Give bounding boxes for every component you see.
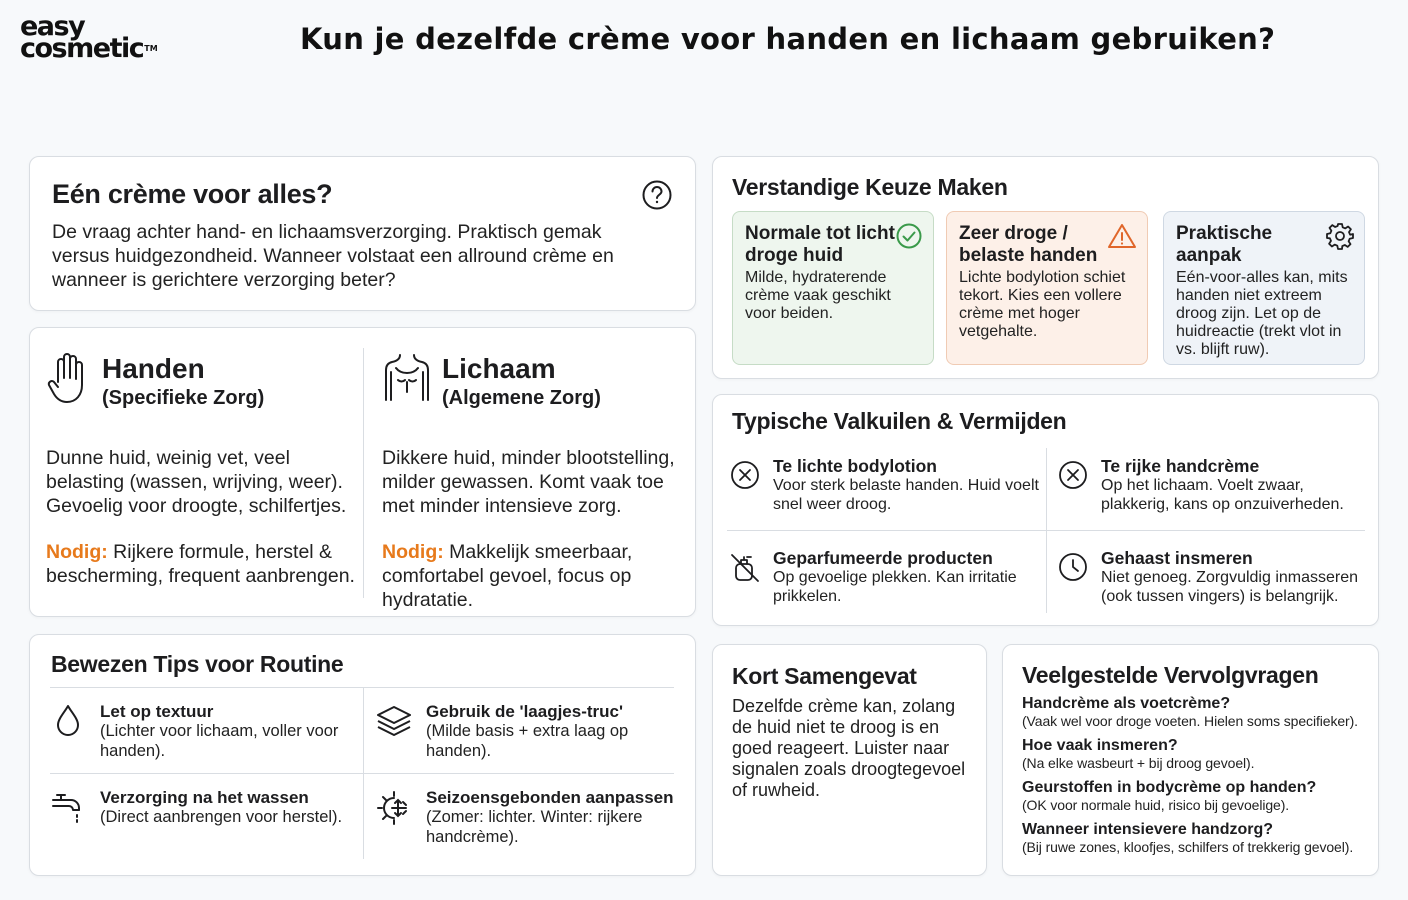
intro-heading: Eén crème voor alles? [52, 179, 333, 209]
tips-card [29, 634, 696, 876]
faq-question: Geurstoffen in bodycrème op handen? [1022, 779, 1317, 796]
valkuil-title: Geparfumeerde producten [773, 548, 993, 568]
faq-question: Wanneer intensievere handzorg? [1022, 821, 1274, 838]
valkuil-title: Gehaast insmeren [1101, 548, 1253, 568]
column-divider [363, 348, 364, 598]
valkuil-text: Niet genoeg. Zorgvuldig inmasseren (ook tussen vingers) is belangrijk. [1101, 569, 1359, 605]
hands-body-card [29, 327, 696, 617]
keuze-option-text: Milde, hydraterende crème vaak geschikt voor beiden. [745, 269, 891, 322]
hand-icon [46, 352, 92, 413]
layers-icon [376, 702, 412, 761]
tip-title: Verzorging na het wassen [100, 788, 309, 807]
tips-divider-top [50, 687, 674, 688]
tip-text: (Lichter voor lichaam, voller voor handen). [100, 722, 339, 760]
tip-text: (Milde basis + extra laag op handen). [426, 722, 629, 760]
valkuilen-heading: Typische Valkuilen & Vermijden [732, 408, 1067, 434]
valkuilen-divider-vertical [1046, 448, 1047, 613]
x-circle-icon [727, 456, 763, 514]
keuze-option-title: Zeer droge / belaste handen [959, 223, 1098, 266]
valkuil-text: Voor sterk belaste handen. Huid voelt snel weer droog. [773, 477, 1039, 513]
faq-answer: (OK voor normale huid, risico bij gevoelige). [1022, 797, 1290, 813]
tip-item [376, 788, 686, 847]
valkuil-text: Op gevoelige plekken. Kan irritatie prikkelen. [773, 569, 1017, 605]
keuze-option-text: Eén-voor-alles kan, mits handen niet extreem droog zijn. Let op de huidreactie (trekt vlot in vs. blijft ruw). [1176, 269, 1348, 358]
hands-subtitle: (Specifieke Zorg) [102, 387, 265, 409]
intro-card [29, 156, 696, 311]
faq-item [1022, 778, 1359, 814]
faq-question: Hoe vaak insmeren? [1022, 737, 1178, 754]
keuze-card [712, 156, 1379, 379]
keuze-option-title: Normale tot licht droge huid [745, 223, 895, 266]
body-need-text: Makkelijk smeerbaar, comfortabel gevoel, focus op hydratatie. [382, 541, 633, 611]
valkuil-title: Te lichte bodylotion [773, 456, 937, 476]
tip-item [376, 702, 681, 761]
gear-icon [1326, 222, 1354, 255]
keuze-option-title: Praktische aanpak [1176, 223, 1273, 266]
x-circle-icon [1055, 456, 1091, 514]
faucet-icon [50, 788, 86, 828]
no-perfume-icon [727, 548, 763, 606]
brand-tm: TM [144, 44, 158, 53]
droplet-icon [50, 702, 86, 761]
summary-card [712, 644, 987, 876]
faq-answer: (Vaak wel voor droge voeten. Hielen soms specifieker). [1022, 713, 1358, 729]
tips-heading: Bewezen Tips voor Routine [51, 651, 344, 677]
valkuil-title: Te rijke handcrème [1101, 456, 1260, 476]
hands-need [46, 540, 362, 588]
body-subtitle: (Algemene Zorg) [442, 387, 601, 409]
check-circle-icon [895, 222, 923, 255]
valkuil-item [727, 548, 1039, 606]
tips-divider-vertical [363, 687, 364, 859]
warning-icon [1107, 222, 1137, 255]
body-need-label: Nodig: [382, 541, 444, 563]
intro-text: De vraag achter hand- en lichaamsverzorging. Praktisch gemak versus huidgezondheid. Wanneer volstaat een allround crème en wanneer is gerichtere verzorging beter? [52, 221, 614, 291]
body-column [382, 352, 682, 612]
tip-title: Let op textuur [100, 702, 214, 721]
summary-text: Dezelfde crème kan, zolang de huid niet te droog is en goed reageert. Luister naar signalen zoals droogtegevoel of ruwheid. [732, 696, 966, 800]
tips-divider-mid [50, 773, 674, 774]
tip-title: Gebruik de 'laagjes-truc' [426, 702, 624, 721]
keuze-option-text: Lichte bodylotion schiet tekort. Kies een vollere crème met hoger vetgehalte. [959, 269, 1126, 340]
faq-answer: (Bij ruwe zones, kloofjes, schilfers of trekkerig gevoel). [1022, 839, 1354, 855]
valkuil-item [1055, 548, 1367, 606]
clock-icon [1055, 548, 1091, 606]
torso-icon [382, 352, 432, 407]
faq-answer: (Na elke wasbeurt + bij droog gevoel). [1022, 755, 1255, 771]
faq-question: Handcrème als voetcrème? [1022, 695, 1231, 712]
valkuil-text: Op het lichaam. Voelt zwaar, plakkerig, kans op onzuiverheden. [1101, 477, 1344, 513]
faq-heading: Veelgestelde Vervolgvragen [1022, 662, 1319, 688]
summary-heading: Kort Samengevat [732, 663, 917, 689]
faq-item [1022, 694, 1359, 730]
brand-line2: cosmetic™ [20, 33, 158, 64]
body-need [382, 540, 682, 612]
faq-card [1002, 644, 1379, 876]
valkuil-item [727, 456, 1039, 514]
faq-item [1022, 736, 1359, 772]
keuze-option-normal [732, 211, 934, 365]
hands-need-text: Rijkere formule, herstel & bescherming, frequent aanbrengen. [46, 541, 355, 587]
hands-column [46, 352, 362, 588]
body-title: Lichaam [442, 353, 556, 384]
tip-title: Seizoensgebonden aanpassen [426, 788, 674, 807]
tip-text: (Direct aanbrengen voor herstel). [100, 808, 343, 826]
tip-item [50, 788, 350, 828]
faq-item [1022, 820, 1359, 856]
keuze-option-dry [946, 211, 1148, 365]
brand-logo[interactable] [20, 11, 158, 64]
hands-title: Handen [102, 353, 205, 384]
valkuil-item [1055, 456, 1367, 514]
tip-item [50, 702, 350, 761]
body-description: Dikkere huid, minder blootstelling, milder gewassen. Komt vaak toe met minder intensieve zorg. [382, 447, 675, 517]
tip-text: (Zomer: lichter. Winter: rijkere handcrème). [426, 808, 643, 846]
keuze-option-practical [1163, 211, 1365, 365]
keuze-heading: Verstandige Keuze Maken [732, 174, 1008, 200]
brand-line1: easy [20, 11, 85, 42]
page-title: Kun je dezelfde crème voor handen en lichaam gebruiken? [300, 22, 1276, 56]
hands-description: Dunne huid, weinig vet, veel belasting (wassen, wrijving, weer). Gevoelig voor droogte, schilfertjes. [46, 447, 347, 517]
valkuilen-card [712, 394, 1379, 626]
hands-need-label: Nodig: [46, 541, 108, 563]
sun-snow-icon [376, 788, 412, 847]
question-circle-icon [641, 179, 673, 216]
